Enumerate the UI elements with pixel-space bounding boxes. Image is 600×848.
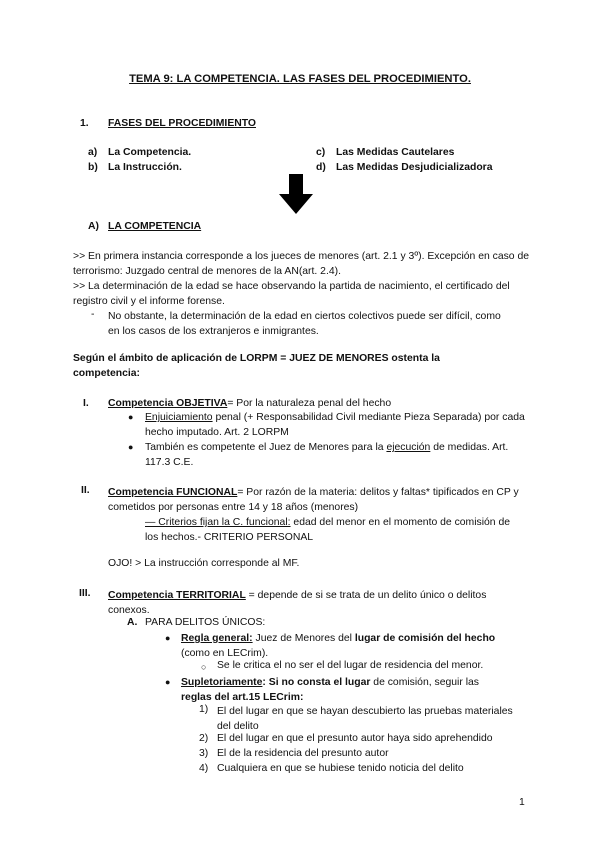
rule-number: 2): [199, 733, 209, 744]
objetiva-bullet-2-pre: También es competente el Juez de Menores para la: [145, 442, 387, 453]
objetiva-bullet-1: [145, 410, 530, 440]
objetiva-bullet-2-post: de medidas. Art. 117.3 C.E.: [145, 442, 509, 468]
enjuiciamiento-text: Enjuiciamiento: [145, 412, 213, 423]
funcional-label: Competencia FUNCIONAL: [108, 487, 238, 498]
regla-general-label: Regla general:: [181, 633, 253, 644]
bullet-icon: ●: [128, 412, 134, 422]
rule-text: El del lugar en que se hayan descubierto las pruebas materiales del delito: [217, 706, 513, 732]
objetiva-heading: [108, 398, 391, 409]
intro-dash: -: [91, 309, 95, 320]
rule-number: 3): [199, 748, 209, 759]
objetiva-bullet-1-rest: penal (+ Responsabilidad Civil mediante Pieza Separada) por cada hecho imputado. Art. 2 LORPM: [145, 412, 525, 438]
section-a-letter: A): [88, 221, 99, 232]
phase-letter-d: d): [316, 162, 326, 173]
section-heading-fases: FASES DEL PROCEDIMIENTO: [108, 118, 256, 129]
ojo-note: OJO! > La instrucción corresponde al MF.: [108, 558, 300, 569]
regla-general-pre: Juez de Menores del: [252, 633, 355, 644]
territorial-paragraph: [108, 588, 518, 618]
intro-paragraph-3: No obstante, la determinación de la edad en ciertos colectivos puede ser difícil, como en los casos de los extranjeros e inmigrantes.: [108, 311, 501, 337]
supletoriamente-bold-1: Si no consta el lugar: [268, 677, 371, 688]
bullet-icon: ●: [165, 633, 171, 643]
phase-label-a: La Competencia.: [108, 147, 192, 158]
supletoriamente-label: Supletoriamente: [181, 677, 263, 688]
objetiva-rest: = Por la naturaleza penal del hecho: [227, 398, 392, 409]
objetiva-bullet-2: [145, 440, 530, 470]
funcional-paragraph: [108, 485, 528, 515]
funcional-rest: = Por razón de la materia: delitos y faltas* tipificados en CP y cometidos por personas entre 14 y 18 años (menores): [108, 487, 519, 513]
supletoriamente-sep: :: [262, 677, 269, 688]
supletoriamente-bold-2: reglas del art.15 LECrim:: [181, 692, 304, 703]
rule-number: 1): [199, 704, 209, 715]
territorial-rest: = depende de si se trata de un delito único o delitos conexos.: [108, 590, 487, 616]
rule-text: El de la residencia del presunto autor: [217, 748, 389, 759]
section-number: 1.: [80, 118, 89, 129]
territorial-label: Competencia TERRITORIAL: [108, 590, 246, 601]
phase-label-b: La Instrucción.: [108, 162, 182, 173]
regla-general: [181, 631, 521, 661]
phase-letter-a: a): [88, 147, 98, 158]
phase-letter-b: b): [88, 162, 98, 173]
phase-label-d: Las Medidas Desjudicializadora: [336, 162, 493, 173]
supletoriamente-mid: de comisión, seguir las: [370, 677, 479, 688]
phase-letter-c: c): [316, 147, 326, 158]
page-title: TEMA 9: LA COMPETENCIA. LAS FASES DEL PROCEDIMIENTO.: [129, 73, 471, 85]
bullet-icon: ●: [165, 677, 171, 687]
phase-label-c: Las Medidas Cautelares: [336, 147, 455, 158]
circle-bullet-icon: ○: [201, 662, 207, 672]
funcional-number: II.: [81, 485, 90, 496]
rule-number: 4): [199, 763, 209, 774]
rule-text: Cualquiera en que se hubiese tenido noticia del delito: [217, 763, 464, 774]
intro-paragraph-1: >> En primera instancia corresponde a los jueces de menores (art. 2.1 y 3º). Excepción en caso de terrorismo: Juzgado central de menores de la AN(art. 2.4).: [73, 251, 530, 277]
funcional-criteria: [145, 515, 525, 545]
criteria-label: — Criterios fijan la C. funcional:: [145, 517, 291, 528]
page-number: 1: [519, 797, 525, 808]
ejecucion-text: ejecución: [386, 442, 431, 453]
territorial-number: III.: [79, 588, 91, 599]
objetiva-label: Competencia OBJETIVA: [108, 398, 228, 409]
competence-statement: Según el ámbito de aplicación de LORPM = JUEZ DE MENORES ostenta la competencia:: [73, 353, 440, 379]
section-a-heading: LA COMPETENCIA: [108, 221, 202, 232]
criteria-rest: edad del menor en el momento de comisión de los hechos.- CRITERIO PERSONAL: [145, 517, 511, 543]
regla-general-post: (como en LECrim).: [181, 648, 269, 659]
intro-paragraph-2: >> La determinación de la edad se hace observando la partida de nacimiento, el certificado del registro civil y el informe forense.: [73, 281, 510, 307]
regla-general-sub: Se le critica el no ser el del lugar de residencia del menor.: [217, 660, 484, 671]
supletoriamente: [181, 675, 511, 705]
objetiva-number: I.: [83, 398, 89, 409]
regla-general-bold: lugar de comisión del hecho: [354, 633, 496, 644]
rule-text: El del lugar en que el presunto autor haya sido aprehendido: [217, 733, 493, 744]
subsection-a-letter: A.: [127, 617, 138, 628]
bullet-icon: ●: [128, 442, 134, 452]
down-arrow-icon: [279, 174, 313, 214]
subsection-a-heading: PARA DELITOS ÚNICOS:: [145, 617, 266, 628]
